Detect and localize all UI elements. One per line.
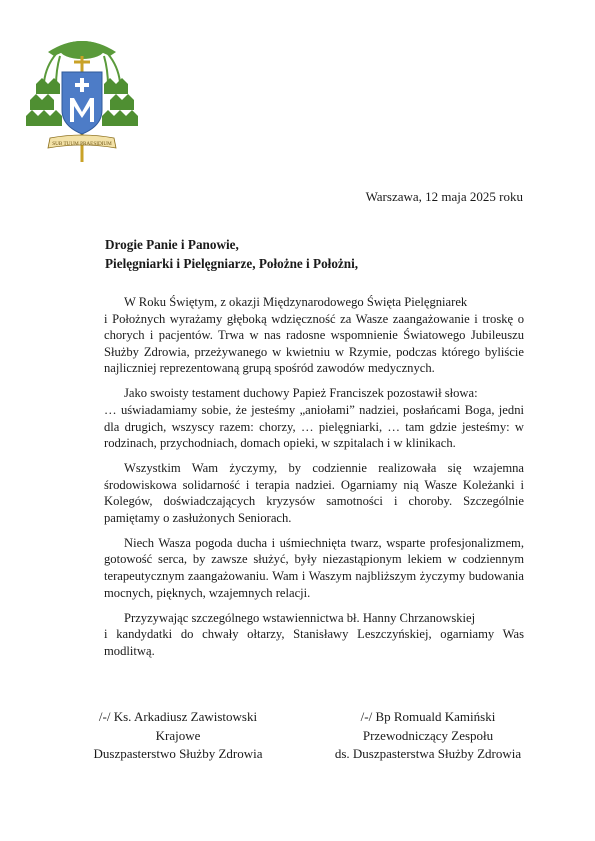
signature-left-name: /-/ Ks. Arkadiusz Zawistowski: [98, 709, 258, 724]
paragraph-2: [104, 385, 524, 451]
tassels-left-icon: [26, 78, 62, 126]
signature-right-name: /-/ Bp Romuald Kamiński: [360, 709, 496, 724]
salutation-line-2: Pielęgniarki i Pielęgniarze, Położne i Położni,: [105, 255, 359, 271]
coat-of-arms-logo: [26, 26, 138, 166]
letter-body: [104, 294, 524, 668]
signature-right: [323, 708, 533, 764]
paragraph-3: Wszystkim Wam życzymy, by codziennie realizowała się wzajemna środowiskowa solidarność i terapia nadziei. Ogarniamy nią Wasze Koleżanki i Kolegów, doświadczających kryzysów samotności i choroby. Szczególnie pamiętamy o zasłużonych Seniorach.: [104, 461, 524, 525]
paragraph-5-rest: i kandydatki do chwały ołtarzy, Stanisławy Leszczyńskiej, ogarniamy Was modlitwą.: [104, 627, 524, 658]
paragraph-2-rest: … uświadamiamy sobie, że jesteśmy „aniołami” nadziei, posłańcami Boga, jedni dla drugich, wszyscy razem: chorzy, … pielęgniarki, … tam gdzie jesteśmy: w rodzinach, przychodniach, domach opieki, w szpitalach i w klinikach.: [104, 402, 524, 451]
crest-motto: SUB TUUM PRAESIDIUM: [52, 141, 112, 147]
signature-left-org: Duszpasterstwo Służby Zdrowia: [93, 746, 263, 761]
signature-left: [78, 708, 278, 764]
letter-date: Warszawa, 12 maja 2025 roku: [365, 189, 523, 204]
paragraph-5-first-line: Przyzywając szczególnego wstawiennictwa bł. Hanny Chrzanowskiej: [124, 610, 476, 625]
paragraph-5: [104, 610, 524, 660]
paragraph-1-rest: i Położnych wyrażamy głęboką wdzięczność za Wasze zaangażowanie i troskę o chorych i pacjentów. Trwa w nas radosne wspomnienie Światowego Jubileuszu Służby Zdrowia, przeżywanego w kwietniu w Rzymie, podczas którego byliście najliczniej reprezentowaną grupą spośród zawodów medycznych.: [104, 311, 524, 376]
paragraph-1: [104, 294, 524, 377]
salutation: [105, 236, 358, 273]
paragraph-2-first-line: Jako swoisty testament duchowy Papież Franciszek pozostawił słowa:: [124, 386, 478, 401]
paragraph-1-first-line: W Roku Świętym, z okazji Międzynarodowego Święta Pielęgniarek: [124, 295, 468, 309]
salutation-line-1: Drogie Panie i Panowie,: [105, 237, 239, 252]
signature-left-role: Krajowe: [155, 727, 201, 743]
signature-right-role: Przewodniczący Zespołu: [362, 727, 494, 743]
paragraph-4: Niech Wasza pogoda ducha i uśmiechnięta twarz, wsparte profesjonalizmem, gotowość serca, by zawsze służyć, były niezastąpionym lekiem w codziennym terapeutycznym zaangażowaniu. Wam i Waszym najbliższym życzymy budowania mocnych, pięknych, wzajemnych relacji.: [104, 535, 524, 600]
signature-right-org: ds. Duszpasterstwa Służby Zdrowia: [334, 746, 522, 761]
tassels-right-icon: [102, 78, 138, 126]
